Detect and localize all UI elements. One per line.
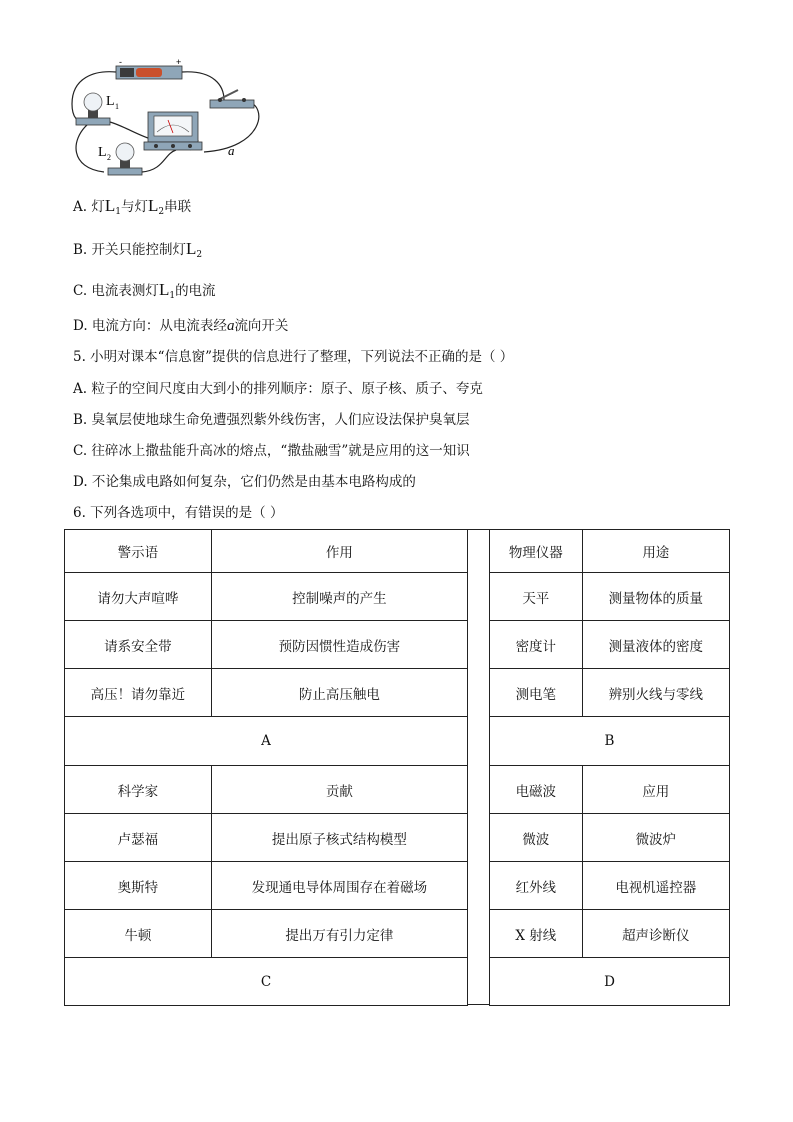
table-b-label: B [490, 717, 730, 766]
ammeter-icon [144, 112, 202, 150]
table-d-header-2: 应用 [582, 766, 729, 814]
table-c-header-2: 贡献 [211, 766, 467, 814]
battery-plus-sign: + [176, 57, 182, 67]
table-d-cell: 超声诊断仪 [582, 910, 729, 958]
table-c-cell: 提出万有引力定律 [211, 910, 467, 958]
table-a-cell: 防止高压触电 [211, 669, 467, 717]
table-a-cell: 请系安全带 [65, 621, 212, 669]
table-a-cell: 请勿大声喧哗 [65, 573, 212, 621]
table-a-cell: 控制噪声的产生 [211, 573, 467, 621]
table-b-d [489, 529, 730, 1006]
q4-option-d: D. 电流方向：从电流表经a流向开关 [73, 318, 289, 334]
switch-icon [210, 90, 254, 108]
table-b-cell: 辨别火线与零线 [582, 669, 729, 717]
wire-a-label: a [228, 143, 235, 158]
table-c-cell: 卢瑟福 [65, 814, 212, 862]
q4-option-a: A. 灯$L_1$与灯$L_2$串联 [73, 196, 192, 217]
table-b-cell: 测电笔 [490, 669, 583, 717]
table-b-cell: 密度计 [490, 621, 583, 669]
battery-icon [116, 66, 182, 79]
table-c-cell: 牛顿 [65, 910, 212, 958]
table-c-label: C [65, 958, 468, 1006]
q4-option-b: B. 开关只能控制灯$L_2$ [73, 239, 203, 260]
lamp-l2-subscript: 2 [107, 153, 111, 162]
q5-option-b: B. 臭氧层使地球生命免遭强烈紫外线伤害，人们应设法保护臭氧层 [73, 412, 470, 428]
table-a-label: A [65, 717, 468, 766]
q5-option-a: A. 粒子的空间尺度由大到小的排列顺序：原子、原子核、质子、夸克 [73, 381, 483, 397]
table-d-cell: 红外线 [490, 862, 583, 910]
lamp-l1-label: L [106, 94, 115, 109]
table-divider [468, 529, 489, 1005]
lamp-l1-subscript: 1 [115, 102, 119, 111]
table-c-header-1: 科学家 [65, 766, 212, 814]
table-b-cell: 天平 [490, 573, 583, 621]
table-b-cell: 测量液体的密度 [582, 621, 729, 669]
table-c-cell: 发现通电导体周围存在着磁场 [211, 862, 467, 910]
q5-stem: 5. 小明对课本“信息窗”提供的信息进行了整理，下列说法不正确的是（ ） [73, 349, 514, 365]
q6-stem: 6. 下列各选项中，有错误的是（ ） [73, 505, 284, 521]
table-d-cell: 电视机遥控器 [582, 862, 729, 910]
table-d-label: D [490, 958, 730, 1006]
table-a-cell: 预防因惯性造成伤害 [211, 621, 467, 669]
lamp-l2-label: L [98, 145, 107, 160]
table-a-header-2: 作用 [211, 530, 467, 573]
table-a-c [64, 529, 468, 1006]
table-c-cell: 提出原子核式结构模型 [211, 814, 467, 862]
table-a-header-1: 警示语 [65, 530, 212, 573]
table-d-header-1: 电磁波 [490, 766, 583, 814]
table-c-cell: 奥斯特 [65, 862, 212, 910]
table-a-cell: 高压！请勿靠近 [65, 669, 212, 717]
table-b-header-1: 物理仪器 [490, 530, 583, 573]
q4-option-c: C. 电流表测灯$L_1$的电流 [73, 280, 216, 301]
circuit-diagram [64, 56, 274, 188]
lamp-l1-icon [76, 93, 110, 125]
q5-option-d: D. 不论集成电路如何复杂，它们仍然是由基本电路构成的 [73, 474, 416, 490]
q5-option-c: C. 往碎冰上撒盐能升高冰的熔点，“撒盐融雪”就是应用的这一知识 [73, 443, 470, 459]
table-d-cell: 微波 [490, 814, 583, 862]
lamp-l2-icon [108, 143, 142, 175]
table-b-header-2: 用途 [582, 530, 729, 573]
battery-minus-sign: - [119, 57, 122, 67]
table-b-cell: 测量物体的质量 [582, 573, 729, 621]
table-d-cell: X 射线 [490, 910, 583, 958]
table-d-cell: 微波炉 [582, 814, 729, 862]
